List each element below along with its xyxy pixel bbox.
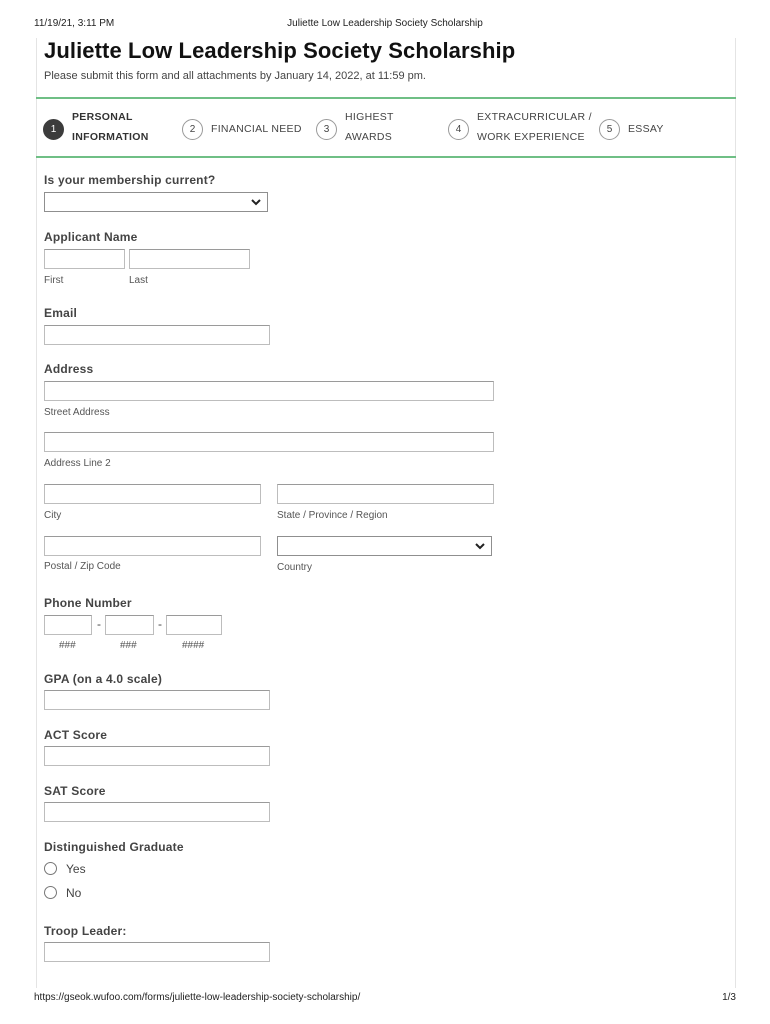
first-name-input[interactable] <box>44 249 125 269</box>
page-number: 1/3 <box>722 992 736 1003</box>
distinguished-graduate-yes-radio[interactable] <box>44 862 57 875</box>
city-input[interactable] <box>44 484 261 504</box>
city-sublabel: City <box>44 510 62 521</box>
state-sublabel: State / Province / Region <box>277 510 388 521</box>
phone-separator: - <box>158 617 162 631</box>
print-url: https://gseok.wufoo.com/forms/juliette-low-leadership-society-scholarship/ <box>34 992 361 1003</box>
distinguished-graduate-no-radio[interactable] <box>44 886 57 899</box>
print-doc-title: Juliette Low Leadership Society Scholarship <box>287 18 483 29</box>
form-description: Please submit this form and all attachments by January 14, 2022, at 11:59 pm. <box>44 70 426 82</box>
chevron-down-icon <box>473 539 487 553</box>
step-number: 1 <box>43 119 64 140</box>
street-address-input[interactable] <box>44 381 494 401</box>
troop-leader-label: Troop Leader: <box>44 924 127 938</box>
phone-label: Phone Number <box>44 596 132 610</box>
step-extracurricular-work-experience[interactable] <box>448 99 598 156</box>
step-number: 4 <box>448 119 469 140</box>
step-label: HIGHEST <box>345 111 394 123</box>
postal-code-sublabel: Postal / Zip Code <box>44 561 121 572</box>
step-label: INFORMATION <box>72 131 149 143</box>
step-label: EXTRACURRICULAR / <box>477 111 592 123</box>
address-line2-input[interactable] <box>44 432 494 452</box>
membership-label: Is your membership current? <box>44 173 216 187</box>
print-header <box>34 18 736 32</box>
distinguished-graduate-label: Distinguished Graduate <box>44 840 184 854</box>
act-score-label: ACT Score <box>44 728 108 742</box>
email-input[interactable] <box>44 325 270 345</box>
chevron-down-icon <box>249 195 263 209</box>
street-address-sublabel: Street Address <box>44 407 110 418</box>
phone-part3-sublabel: #### <box>182 640 205 651</box>
step-financial-need[interactable] <box>182 99 307 156</box>
last-name-input[interactable] <box>129 249 250 269</box>
print-datetime: 11/19/21, 3:11 PM <box>34 18 115 29</box>
membership-select[interactable] <box>44 192 268 212</box>
sat-score-label: SAT Score <box>44 784 106 798</box>
step-number: 2 <box>182 119 203 140</box>
last-name-sublabel: Last <box>129 275 148 286</box>
address-label: Address <box>44 362 94 376</box>
sat-score-input[interactable] <box>44 802 270 822</box>
country-select[interactable] <box>277 536 492 556</box>
phone-part2-sublabel: ### <box>120 640 137 651</box>
country-sublabel: Country <box>277 562 313 573</box>
form-title: Juliette Low Leadership Society Scholarship <box>44 38 516 63</box>
phone-prefix-input[interactable] <box>105 615 154 635</box>
gpa-input[interactable] <box>44 690 270 710</box>
step-label: WORK EXPERIENCE <box>477 131 585 143</box>
step-number: 5 <box>599 119 620 140</box>
state-input[interactable] <box>277 484 494 504</box>
email-label: Email <box>44 306 78 320</box>
first-name-sublabel: First <box>44 275 64 286</box>
form-container <box>36 38 736 988</box>
step-label: FINANCIAL NEED <box>211 123 302 135</box>
radio-label-yes: Yes <box>66 862 86 876</box>
progress-steps <box>36 97 736 158</box>
gpa-label: GPA (on a 4.0 scale) <box>44 672 163 686</box>
phone-line-number-input[interactable] <box>166 615 222 635</box>
troop-leader-input[interactable] <box>44 942 270 962</box>
print-footer <box>34 992 736 1006</box>
phone-part1-sublabel: ### <box>59 640 76 651</box>
step-number: 3 <box>316 119 337 140</box>
step-highest-awards[interactable] <box>316 99 426 156</box>
step-label: AWARDS <box>345 131 393 143</box>
step-label: ESSAY <box>628 123 664 135</box>
radio-label-no: No <box>66 886 82 900</box>
postal-code-input[interactable] <box>44 536 261 556</box>
step-label: PERSONAL <box>72 111 133 123</box>
phone-area-code-input[interactable] <box>44 615 92 635</box>
act-score-input[interactable] <box>44 746 270 766</box>
phone-separator: - <box>97 617 101 631</box>
step-essay[interactable] <box>599 99 679 156</box>
step-personal-information[interactable] <box>43 99 173 156</box>
applicant-name-label: Applicant Name <box>44 230 138 244</box>
address-line2-sublabel: Address Line 2 <box>44 458 111 469</box>
